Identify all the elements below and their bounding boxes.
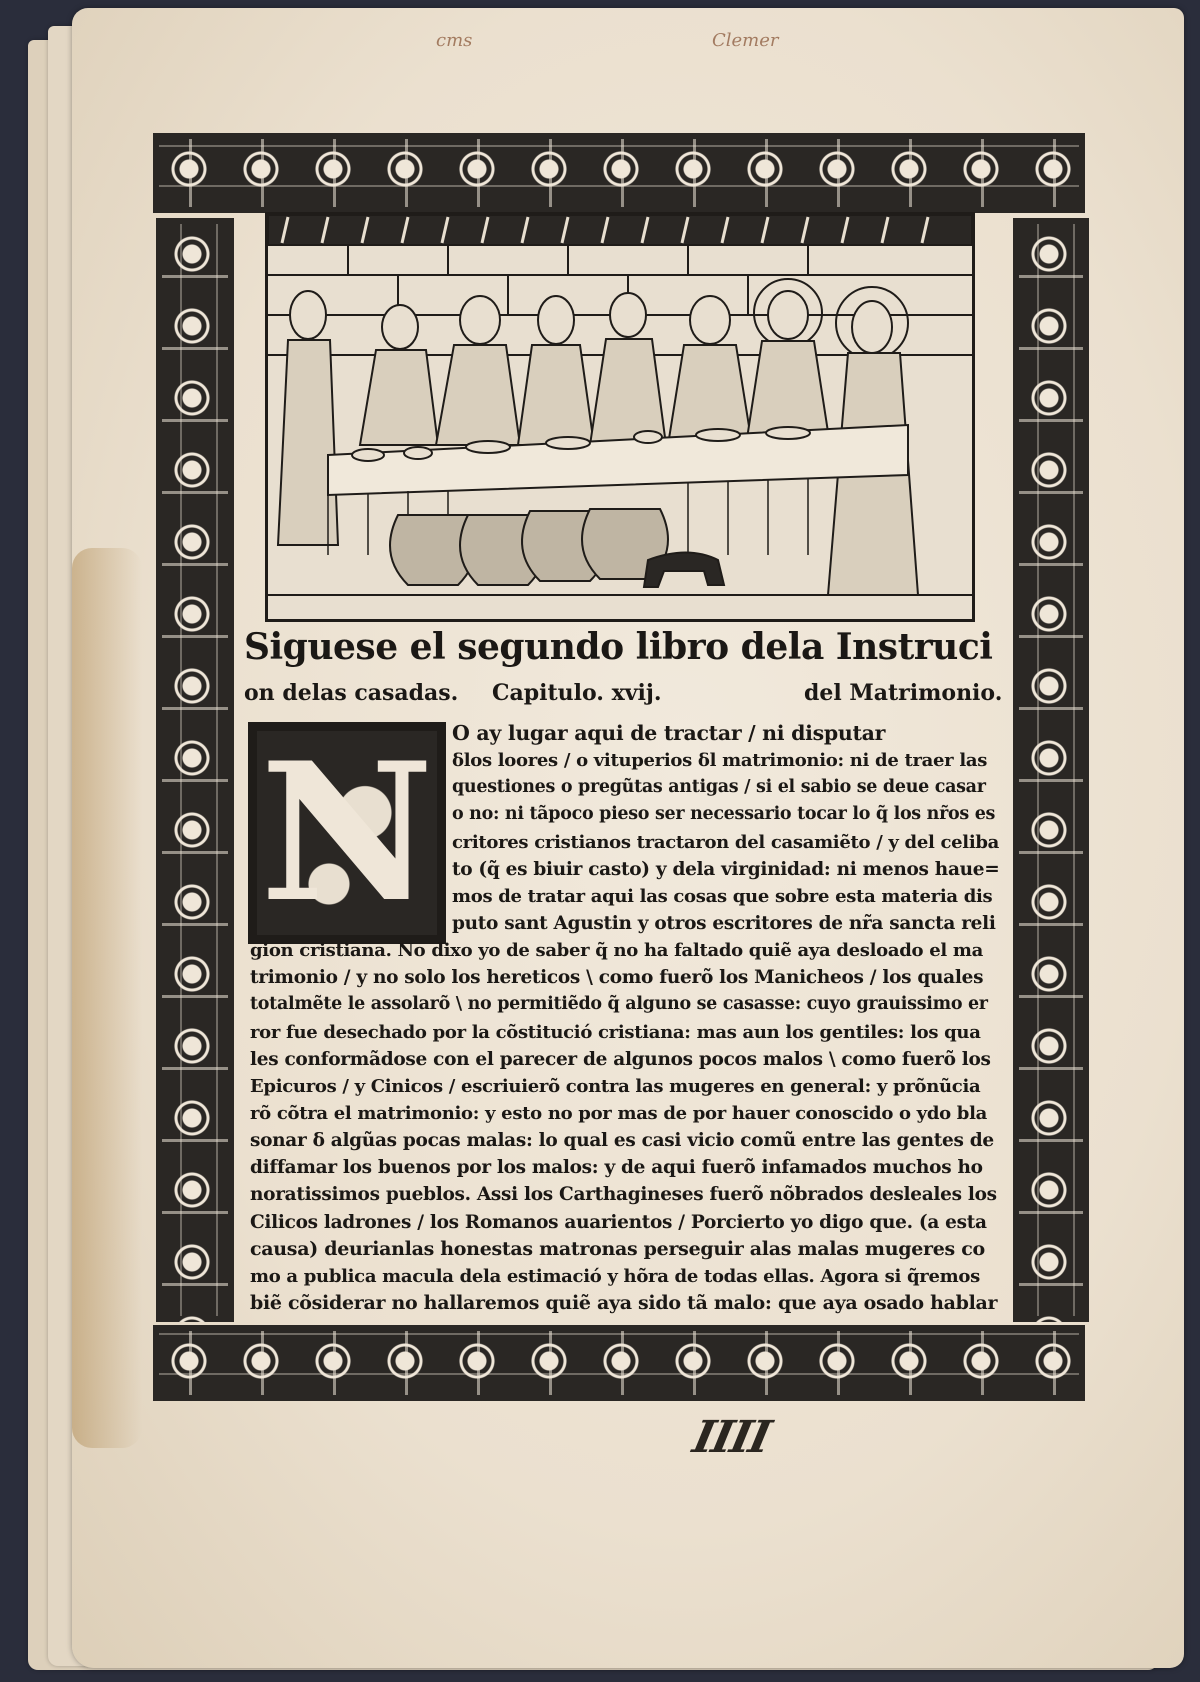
body-line: mos de tratar aqui las cosas que sobre esta materia dis — [452, 886, 993, 907]
body-line: O ay lugar aqui de tractar / ni disputar — [452, 721, 886, 745]
body-line: biẽ cõsiderar no hallaremos quiẽ aya sido tã malo: que aya osado hablar — [250, 1292, 998, 1314]
body-line: to (q̃ es biuir casto) y dela virginidad: ni menos haue= — [452, 859, 1000, 880]
body-line: Cilicos ladrones / los Romanos auarientos / Porcierto yo digo que. (a esta — [250, 1212, 987, 1233]
body-line: sonar ẟ algũas pocas malas: lo qual es casi vicio comũ entre las gentes de — [250, 1130, 994, 1151]
border-right-ornament — [1013, 218, 1089, 1322]
body-line: gion cristiana. No dixo yo de saber q̃ no ha faltado quiẽ aya desloado el ma — [250, 940, 983, 961]
subheading-subject: del Matrimonio. — [804, 680, 1003, 706]
body-line: questiones o pregũtas antigas / si el sabio se deue casar — [452, 777, 986, 797]
handwritten-annotation-right: Clemer — [712, 30, 779, 51]
body-line: puto sant Agustin y otros escritores de nr̃a sancta reli — [452, 913, 996, 934]
body-line: noratissimos pueblos. Assi los Carthagineses fuerõ nõbrados desleales los — [250, 1184, 997, 1205]
body-line: trimonio / y no solo los hereticos \ como fuerõ los Manicheos / los quales — [250, 967, 984, 988]
body-line: diffamar los buenos por los malos: y de aqui fuerõ infamados muchos ho — [250, 1157, 983, 1178]
body-line: totalmẽte le assolarõ \ no permitiẽdo q̃ alguno se casasse: cuyo grauissimo er — [250, 994, 988, 1014]
decorated-initial-letter: N — [257, 731, 437, 935]
woodcut-illustration — [265, 212, 975, 622]
border-top-ornament — [153, 133, 1085, 213]
body-line: causa) deurianlas honestas matronas perseguir alas malas mugeres co — [250, 1238, 985, 1260]
handwritten-annotation-left: cms — [436, 30, 473, 51]
body-line: rõ cõtra el matrimonio: y esto no por mas de por hauer conoscido o ydo bla — [250, 1103, 987, 1124]
border-left-ornament — [156, 218, 234, 1322]
water-stain — [72, 548, 142, 1448]
body-line: o no: ni tãpoco pieso ser necessario tocar lo q̃ los nr̃os es — [452, 804, 996, 824]
body-line: ẟlos loores / o vituperios ẟl matrimonio: ni de traer las — [452, 750, 988, 771]
folio-signature: IIII — [688, 1412, 774, 1463]
chapter-heading: Siguese el segundo libro dela Instruci — [244, 626, 993, 668]
body-line: les conformãdose con el parecer de algunos pocos malos \ como fuerõ los — [250, 1049, 991, 1070]
border-bottom-ornament — [153, 1325, 1085, 1401]
body-line: Epicuros / y Cinicos / escriuierõ contra las mugeres en general: y prõnũcia — [250, 1076, 981, 1097]
subheading-chapter-number: Capitulo. xvij. — [492, 680, 662, 706]
body-line: mo a publica macula dela estimació y hõra de todas ellas. Agora si q̃remos — [250, 1266, 980, 1287]
decorated-initial — [248, 722, 446, 944]
body-line: critores cristianos tractaron del casamiẽto / y del celiba — [452, 832, 1000, 853]
subheading-title: on delas casadas. — [244, 680, 459, 706]
body-line: ror fue desechado por la cõstitució cristiana: mas aun los gentiles: los qua — [250, 1022, 981, 1043]
chapter-subheading — [244, 680, 1024, 710]
